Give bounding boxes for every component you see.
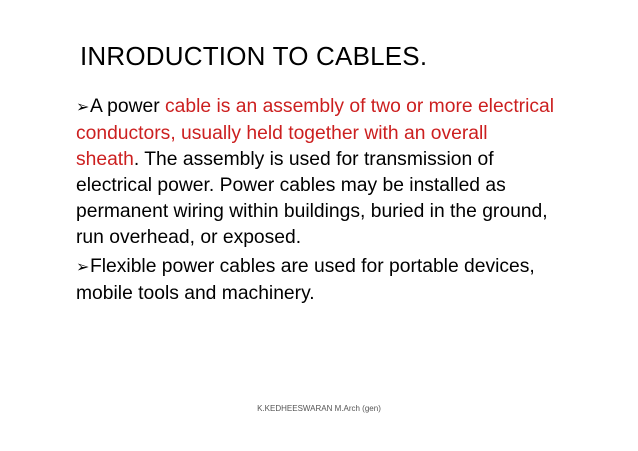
arrow-bullet-icon: ➢ (76, 99, 90, 116)
bullet-text-segment: Flexible power cables are used for portable devices, mobile tools and machinery. (76, 256, 535, 305)
bullet-item-cable-definition (76, 94, 556, 250)
slide-title: INRODUCTION TO CABLES. (80, 41, 428, 71)
bullet-text-segment: . The assembly is used for transmission of electrical power. Power cables may be installed as permanent wiring within buildings, buried in the ground, run overhead, or exposed. (76, 148, 548, 248)
bullet-text-segment: A power (90, 96, 166, 117)
slide-footer-author: K.KEDHEESWARAN M.Arch (gen) (257, 404, 381, 413)
bullet-item-flexible-cables (76, 254, 556, 307)
arrow-bullet-icon: ➢ (76, 259, 90, 277)
slide-body (76, 94, 556, 307)
highlighted-definition-text: cable is an assembly of two or more electrical conductors, usually held together with an overall sheath (76, 96, 555, 170)
